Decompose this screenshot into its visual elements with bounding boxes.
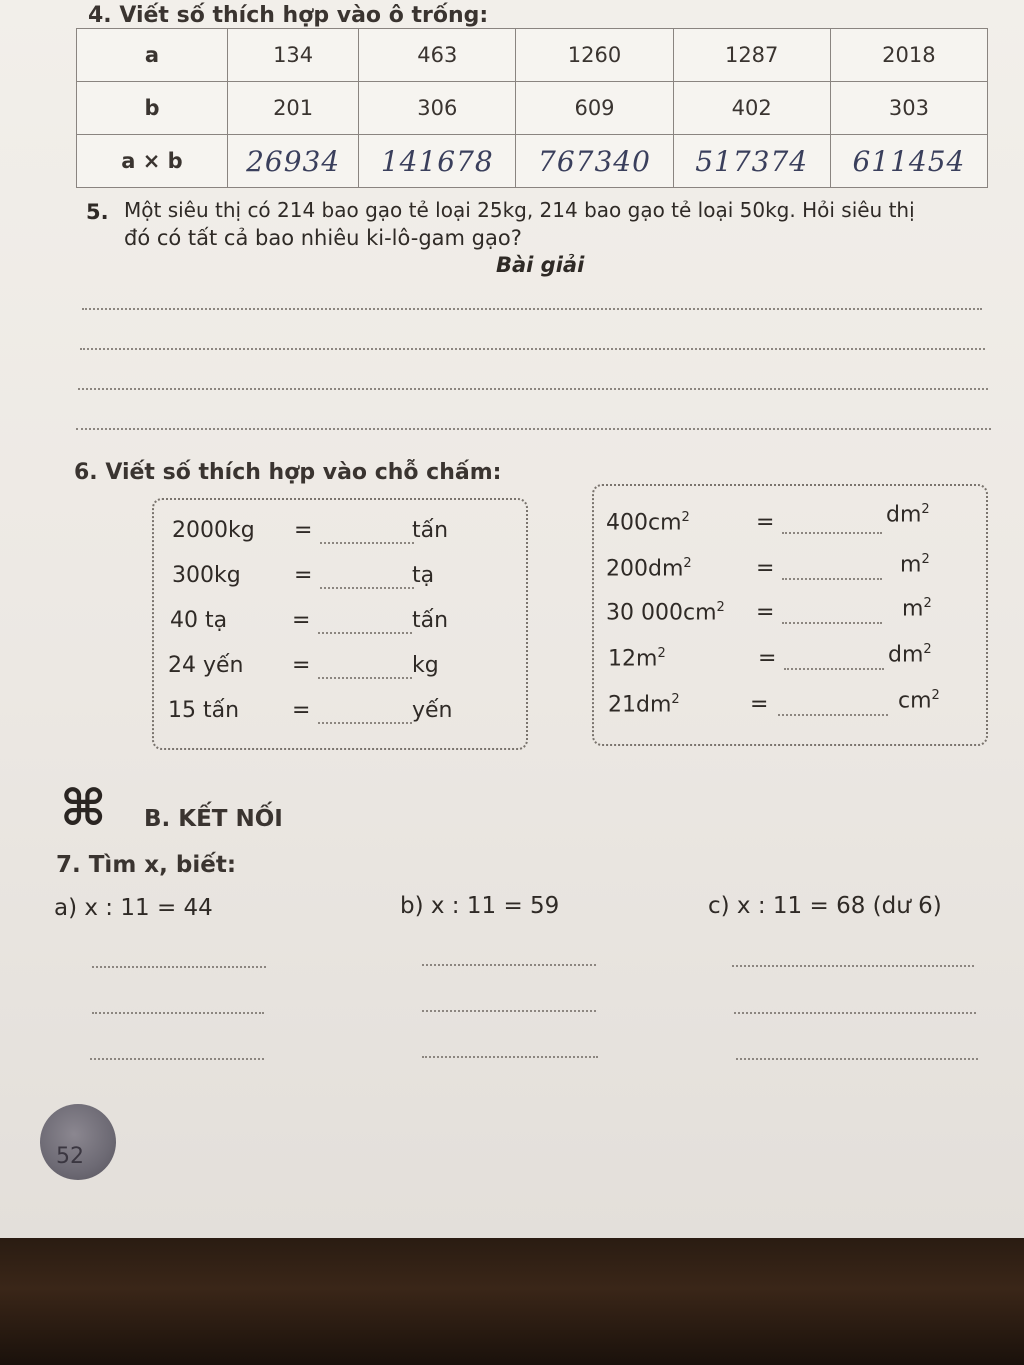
answer-line[interactable]	[732, 965, 974, 967]
q4-table	[76, 28, 988, 188]
answer-line[interactable]	[90, 1058, 264, 1060]
fill-in-blank[interactable]	[782, 532, 882, 534]
answer-line[interactable]	[82, 308, 982, 310]
handwritten-answer[interactable]: 611454	[830, 135, 987, 188]
table-cell: 1287	[673, 29, 830, 82]
page-number: 52	[56, 1144, 84, 1169]
area-conversion-box	[592, 484, 988, 746]
answer-line[interactable]	[734, 1012, 976, 1014]
conversion-quantity: 30 $000cm^2$	[606, 600, 725, 626]
table-cell: 201	[228, 82, 359, 135]
background-floor	[0, 1238, 1024, 1365]
fill-in-blank[interactable]	[320, 587, 414, 589]
q5-line-1: Một siêu thị có 214 bao gạo tẻ loại 25kg, 214 bao gạo tẻ loại 50kg. Hỏi siêu thị	[124, 198, 915, 222]
conversion-unit: $m^2$	[900, 552, 930, 578]
mass-conversion-box	[152, 498, 528, 750]
conversion-quantity: $21dm^2$	[608, 692, 680, 718]
equals-sign: =	[758, 646, 777, 671]
answer-line[interactable]	[422, 1010, 596, 1012]
equals-sign: =	[292, 698, 311, 723]
q4-title: 4. Viết số thích hợp vào ô trống:	[88, 3, 489, 28]
conversion-quantity: $200dm^2$	[606, 556, 692, 582]
conversion-unit: $m^2$	[902, 596, 932, 622]
command-icon: ⌘	[60, 779, 107, 837]
conversion-row	[608, 642, 978, 676]
conversion-unit: yến	[412, 698, 453, 723]
conversion-quantity: 2000kg	[172, 518, 255, 543]
conversion-quantity: 24 yến	[168, 653, 244, 678]
conversion-row	[606, 596, 976, 630]
fill-in-blank[interactable]	[778, 714, 888, 716]
equals-sign: =	[292, 653, 311, 678]
equals-sign: =	[294, 563, 313, 588]
conversion-quantity: 40 tạ	[170, 608, 228, 633]
conversion-row	[172, 563, 512, 593]
answer-line[interactable]	[422, 1056, 598, 1058]
answer-line[interactable]	[736, 1058, 978, 1060]
equals-sign: =	[756, 556, 775, 581]
table-row	[77, 135, 988, 188]
row-header-b: b	[77, 82, 228, 135]
fill-in-blank[interactable]	[318, 722, 412, 724]
handwritten-answer[interactable]: 767340	[516, 135, 673, 188]
table-cell: 2018	[830, 29, 987, 82]
conversion-unit: tấn	[412, 608, 449, 633]
answer-line[interactable]	[422, 964, 596, 966]
handwritten-answer[interactable]: 26934	[228, 135, 359, 188]
conversion-quantity: $12m^2$	[608, 646, 666, 672]
conversion-row	[168, 698, 508, 728]
fill-in-blank[interactable]	[782, 578, 882, 580]
table-row	[77, 82, 988, 135]
q7-title: 7. Tìm x, biết:	[56, 852, 237, 878]
conversion-quantity: $400cm^2$	[606, 510, 690, 536]
conversion-unit: tấn	[412, 518, 449, 543]
q6-title: 6. Viết số thích hợp vào chỗ chấm:	[74, 460, 502, 485]
answer-line[interactable]	[76, 428, 991, 430]
table-cell: 402	[673, 82, 830, 135]
table-cell: 134	[228, 29, 359, 82]
conversion-row	[172, 518, 512, 548]
q5-number: 5.	[86, 200, 109, 224]
conversion-row	[608, 688, 978, 722]
conversion-quantity: 300kg	[172, 563, 241, 588]
q7-part-c: c) x : 11 = 68 (dư 6)	[708, 893, 942, 919]
q5-line-2: đó có tất cả bao nhiêu ki-lô-gam gạo?	[124, 226, 522, 250]
conversion-row	[606, 552, 976, 586]
table-cell: 609	[516, 82, 673, 135]
conversion-unit: $dm^2$	[888, 642, 932, 668]
conversion-unit: tạ	[412, 563, 435, 588]
conversion-unit: $cm^2$	[898, 688, 940, 714]
table-cell: 463	[359, 29, 516, 82]
fill-in-blank[interactable]	[318, 677, 412, 679]
fill-in-blank[interactable]	[320, 542, 414, 544]
table-row	[77, 29, 988, 82]
table-cell: 1260	[516, 29, 673, 82]
section-b-title: B. KẾT NỐI	[144, 806, 283, 832]
equals-sign: =	[750, 692, 769, 717]
conversion-unit: kg	[412, 653, 439, 678]
conversion-quantity: 15 tấn	[168, 698, 240, 723]
table-cell: 303	[830, 82, 987, 135]
q7-part-b: b) x : 11 = 59	[400, 893, 560, 919]
equals-sign: =	[756, 600, 775, 625]
handwritten-answer[interactable]: 141678	[359, 135, 516, 188]
row-header-a: a	[77, 29, 228, 82]
answer-line[interactable]	[92, 966, 266, 968]
conversion-row	[606, 502, 976, 540]
conversion-row	[170, 608, 510, 638]
page-number-badge	[40, 1104, 116, 1180]
table-cell: 306	[359, 82, 516, 135]
answer-line[interactable]	[80, 348, 985, 350]
fill-in-blank[interactable]	[782, 622, 882, 624]
solution-label: Bài giải	[496, 253, 585, 277]
equals-sign: =	[292, 608, 311, 633]
conversion-row	[168, 653, 508, 683]
fill-in-blank[interactable]	[784, 668, 884, 670]
fill-in-blank[interactable]	[318, 632, 412, 634]
row-header-product: a × b	[77, 135, 228, 188]
answer-line[interactable]	[78, 388, 988, 390]
q7-part-a: a) x : 11 = 44	[54, 895, 213, 921]
answer-line[interactable]	[92, 1012, 264, 1014]
conversion-unit: $dm^2$	[886, 502, 930, 528]
equals-sign: =	[756, 510, 775, 535]
equals-sign: =	[294, 518, 313, 543]
handwritten-answer[interactable]: 517374	[673, 135, 830, 188]
